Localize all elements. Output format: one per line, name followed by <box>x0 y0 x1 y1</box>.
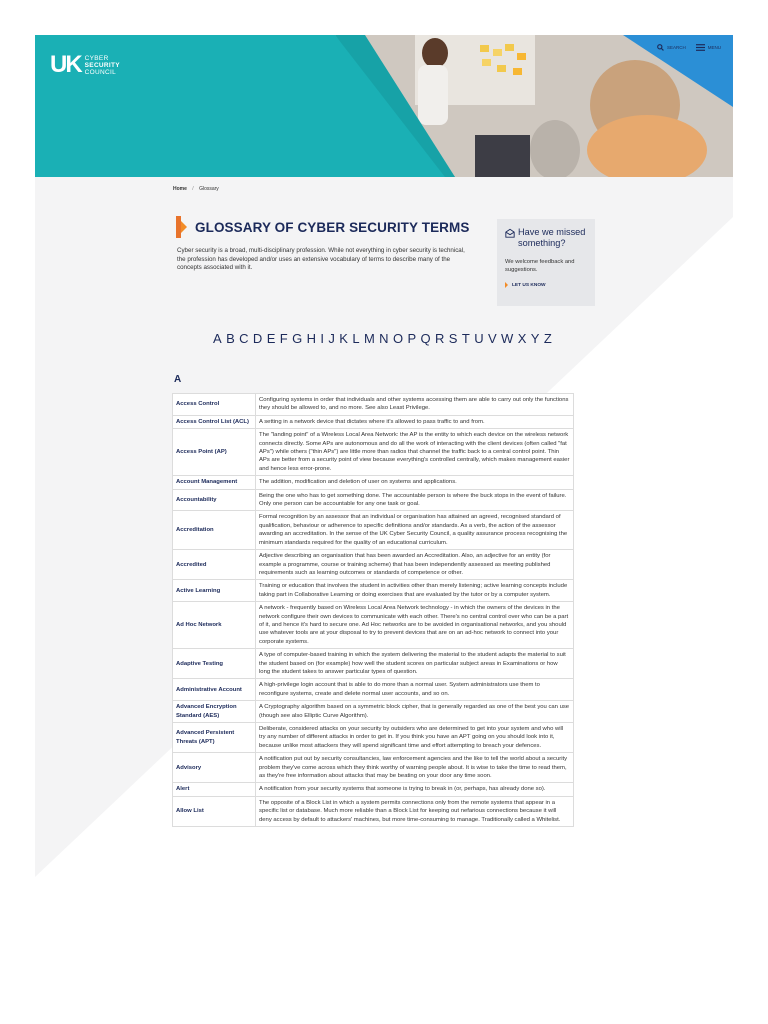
alphabet-letter-h[interactable]: H <box>306 331 317 346</box>
alphabet-letter-x[interactable]: X <box>517 331 527 346</box>
table-row <box>173 511 574 550</box>
breadcrumb-separator: / <box>192 186 194 192</box>
definition-cell: Adjective describing an organisation that has been awarded an Accreditation. Also, an adjective for an entity (for example a programme, course or training scheme) that has been independently assessed as meeting published requirements such as learning outcomes or standards of competence or other. <box>256 550 574 580</box>
definition-cell: A notification from your security systems that someone is trying to break in (or, perhaps, has already done so). <box>256 783 574 796</box>
header-actions <box>657 44 721 51</box>
definition-cell: A network - frequently based on Wireless Local Area Network technology - in which the owners of the devices in the network configure their own devices to communicate with each other. There's no central control over who can be a part of it, and hence it's hard to secure one. Ad Hoc networks are to be avoided in organisational networks, and you should use whatever tools are at your disposal to try to prevent devices that are on an ad-hoc network to connect into your corporate systems. <box>256 602 574 649</box>
let-us-know-label: LET US KNOW <box>512 282 546 288</box>
table-row <box>173 679 574 701</box>
search-button[interactable] <box>657 44 686 51</box>
logo-wordmark <box>85 55 120 76</box>
feedback-card-head <box>505 227 587 249</box>
hamburger-icon <box>696 44 705 51</box>
table-row <box>173 415 574 428</box>
term-cell: Allow List <box>173 796 256 826</box>
alphabet-letter-c[interactable]: C <box>239 331 249 346</box>
menu-button[interactable] <box>696 44 721 51</box>
term-cell: Advanced Persistent Threats (APT) <box>173 723 256 753</box>
section-heading-a: A <box>174 374 182 385</box>
table-row <box>173 753 574 783</box>
council-logo[interactable] <box>50 53 120 77</box>
page-title: GLOSSARY OF CYBER SECURITY TERMS <box>195 219 470 235</box>
alphabet-letter-b[interactable]: B <box>226 331 235 346</box>
definition-cell: Deliberate, considered attacks on your security by outsiders who are determined to get into your system and who will try any number of different attacks in order to get in. If you think you have an APT going on you should look into it, because unlike most attackers they will spend significant time and effort attempting to breach your defences. <box>256 723 574 753</box>
alphabet-letter-w[interactable]: W <box>501 331 514 346</box>
table-row <box>173 429 574 476</box>
logo-mark: UK <box>50 51 81 78</box>
alphabet-letter-e[interactable]: E <box>266 331 276 346</box>
alphabet-letter-t[interactable]: T <box>461 331 471 346</box>
menu-label: MENU <box>707 45 721 50</box>
alphabet-letter-i[interactable]: I <box>320 331 325 346</box>
title-arrow-icon <box>176 216 187 238</box>
table-row <box>173 649 574 679</box>
alphabet-nav <box>213 331 552 346</box>
alphabet-letter-j[interactable]: J <box>328 331 336 346</box>
let-us-know-link[interactable] <box>505 282 587 288</box>
logo-line-3: COUNCIL <box>84 68 117 76</box>
orange-arrow-icon <box>505 282 508 288</box>
term-cell: Accreditation <box>173 511 256 550</box>
hero-photo <box>35 35 733 177</box>
table-row <box>173 796 574 826</box>
table-row <box>173 489 574 511</box>
glossary-table-body <box>173 394 574 827</box>
title-row <box>176 216 470 238</box>
glossary-table <box>172 393 574 827</box>
term-cell: Accountability <box>173 489 256 511</box>
breadcrumb-current: Glossary <box>199 186 219 192</box>
term-cell: Access Control List (ACL) <box>173 415 256 428</box>
alphabet-letter-p[interactable]: P <box>407 331 417 346</box>
definition-cell: Training or education that involves the student in activities other than merely listening; active learning concepts include taking part in Collaborative Learning or doing exercises that are evaluated by the tutor or by a computer system. <box>256 580 574 602</box>
breadcrumb <box>173 186 219 192</box>
alphabet-letter-l[interactable]: L <box>352 331 360 346</box>
term-cell: Administrative Account <box>173 679 256 701</box>
term-cell: Access Point (AP) <box>173 429 256 476</box>
envelope-icon <box>505 228 515 238</box>
table-row <box>173 394 574 416</box>
hero-banner <box>35 35 733 177</box>
alphabet-letter-n[interactable]: N <box>379 331 389 346</box>
search-icon <box>657 44 664 51</box>
term-cell: Advanced Encryption Standard (AES) <box>173 701 256 723</box>
term-cell: Accredited <box>173 550 256 580</box>
term-cell: Active Learning <box>173 580 256 602</box>
definition-cell: A type of computer-based training in which the system delivering the material to the student adapts the material to suit the student based on (for example) how well the student scores on particular subject areas in Examinations or how long the student takes to answer particular types of question. <box>256 649 574 679</box>
definition-cell: A notification put out by security consultancies, law enforcement agencies and the like to tell the world about a security problem they've come across which they think worthy of warning people about. It is wise to take the time to read them, as they're free information about attacks that may be beating on your door any time soon. <box>256 753 574 783</box>
table-row <box>173 723 574 753</box>
definition-cell: Being the one who has to get something done. The accountable person is where the buck stops in the event of failure. Only one person can be accountable for any one task or goal. <box>256 489 574 511</box>
intro-text: Cyber security is a broad, multi-disciplinary profession. While not everything in cyber security is technical, the profession has developed and/or uses an extensive vocabulary of terms to describe many of the concepts associated with it. <box>177 247 465 272</box>
table-row <box>173 602 574 649</box>
term-cell: Alert <box>173 783 256 796</box>
alphabet-letter-q[interactable]: Q <box>420 331 431 346</box>
definition-cell: Formal recognition by an assessor that an individual or organisation has attained an agreed, recognised standard of qualification, behaviour or adherence to specific definitions and/or standards. As a verb, the action of the assessor awarding an accreditation. In the sense of the UK Cyber Security Council, a quality assurance process recognising the minimum standards required for the quality of an educational curriculum. <box>256 511 574 550</box>
feedback-card-body: We welcome feedback and suggestions. <box>505 259 575 273</box>
alphabet-letter-s[interactable]: S <box>448 331 458 346</box>
alphabet-letter-z[interactable]: Z <box>543 331 552 346</box>
definition-cell: A Cryptography algorithm based on a symmetric block cipher, that is generally regarded as one of the best you can use (though see also Elliptic Curve Algorithm). <box>256 701 574 723</box>
alphabet-letter-y[interactable]: Y <box>530 331 540 346</box>
table-row <box>173 476 574 489</box>
feedback-card-title: Have we missed something? <box>518 227 586 248</box>
definition-cell: The addition, modification and deletion of user on systems and applications. <box>256 476 574 489</box>
breadcrumb-home[interactable]: Home <box>173 186 187 192</box>
alphabet-letter-d[interactable]: D <box>252 331 263 346</box>
logo-line-2: SECURITY <box>84 61 120 69</box>
term-cell: Access Control <box>173 394 256 416</box>
definition-cell: The "landing point" of a Wireless Local Area Network: the AP is the entity to which each device on the wireless network connects directly. Some APs are autonomous and do all the work of interacting with the client devices (often called "fat APs") while others ("thin APs") are little more than radios that channel the traffic back to a central control point. Thin APs are better from a security point of view because everything's controlled centrally, which makes management easier and hence less error-prone. <box>256 429 574 476</box>
logo-line-1: CYBER <box>84 54 109 62</box>
term-cell: Adaptive Testing <box>173 649 256 679</box>
alphabet-letter-a[interactable]: A <box>213 331 222 346</box>
definition-cell: The opposite of a Block List in which a system permits connections only from the remote systems that appear in a specific list or database. Much more reliable than a Block List for keeping out nefarious connections because it will deny access by default to attackers' machines, but more time-consuming to manage. Traditionally called a Whitelist. <box>256 796 574 826</box>
alphabet-letter-u[interactable]: U <box>474 331 484 346</box>
alphabet-letter-v[interactable]: V <box>487 331 497 346</box>
term-cell: Ad Hoc Network <box>173 602 256 649</box>
table-row <box>173 701 574 723</box>
table-row <box>173 783 574 796</box>
term-cell: Advisory <box>173 753 256 783</box>
alphabet-letter-r[interactable]: R <box>435 331 445 346</box>
alphabet-letter-o[interactable]: O <box>392 331 404 346</box>
term-cell: Account Management <box>173 476 256 489</box>
alphabet-letter-g[interactable]: G <box>292 331 303 346</box>
definition-cell: Configuring systems in order that individuals and other systems accessing them are able to carry out only the functions they should be allowed to, and no more. See also Least Privilege. <box>256 394 574 416</box>
search-label: SEARCH <box>666 45 686 50</box>
table-row <box>173 550 574 580</box>
feedback-card <box>497 219 595 306</box>
alphabet-letter-m[interactable]: M <box>363 331 375 346</box>
definition-cell: A setting in a network device that dictates where it's allowed to pass traffic to and from. <box>256 415 574 428</box>
table-row <box>173 580 574 602</box>
alphabet-letter-k[interactable]: K <box>339 331 349 346</box>
alphabet-letter-f[interactable]: F <box>279 331 288 346</box>
definition-cell: A high-privilege login account that is able to do more than a normal user. System administrators use them to reconfigure systems, create and delete normal user accounts, and so on. <box>256 679 574 701</box>
